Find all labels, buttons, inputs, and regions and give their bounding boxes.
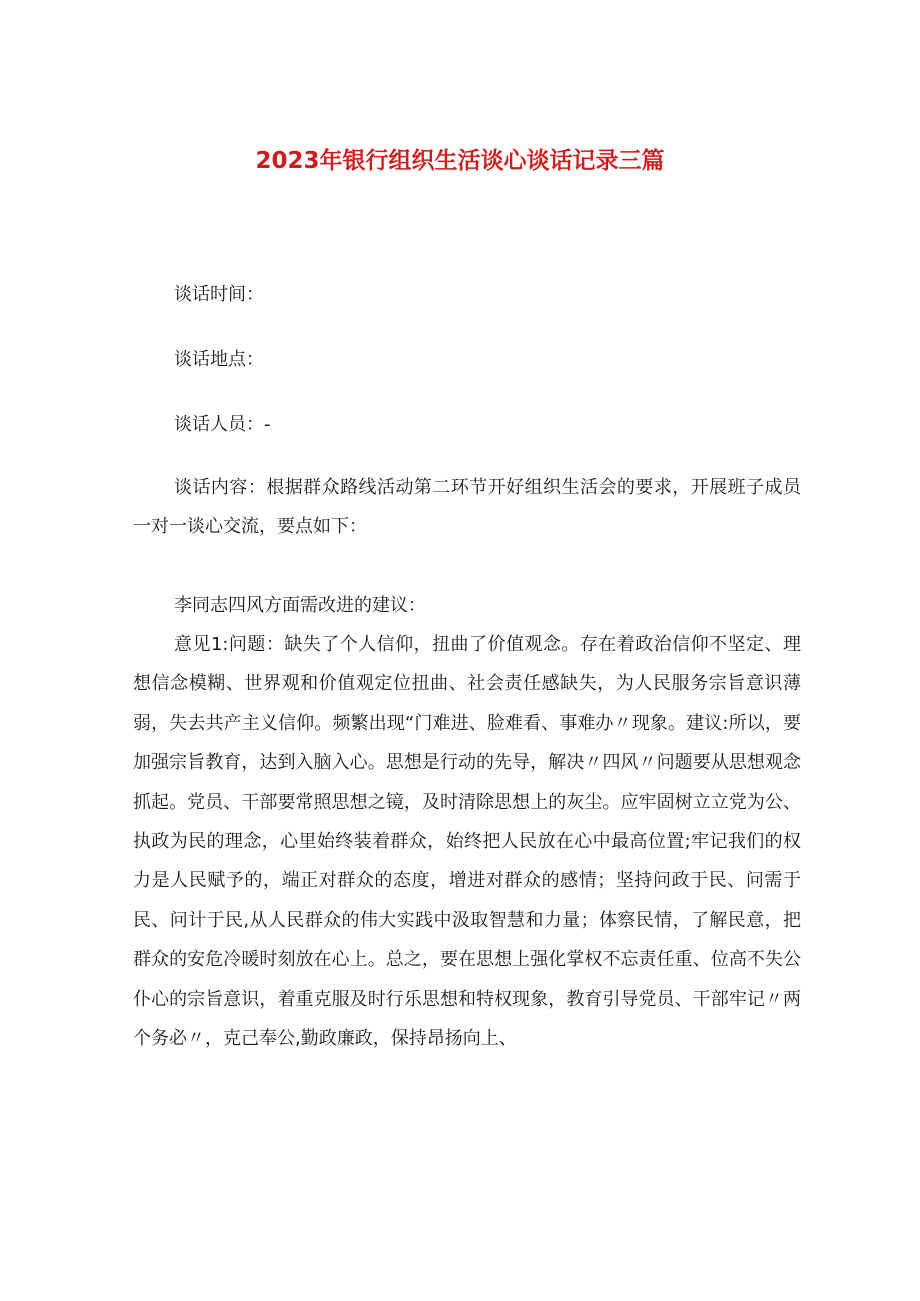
opinion-paragraph: 意见1:问题：缺失了个人信仰，扭曲了价值观念。存在着政治信仰不坚定、理想信念模糊、世界观和价值观定位扭曲、社会责任感缺失，为人民服务宗旨意识薄弱，失去共产主义信仰。频繁出现“门难进、脸难看、事难办〃现象。建议:所以，要加强宗旨教育，达到入脑入心。思想是行动的先导，解决〃四风〃问题要从思想观念抓起。党员、干部要常照思想之镜，及时清除思想上的灰尘。应牢固树立立党为公、执政为民的理念，心里始终装着群众，始终把人民放在心中最高位置;牢记我们的权力是人民赋予的，端正对群众的态度，增进对群众的感情；坚持问政于民、问需于民、问计于民,从人民群众的伟大实践中汲取智慧和力量；体察民情，了解民意，把群众的安危冷暖时刻放在心上。总之，要在思想上强化掌权不忘责任重、位高不失公仆心的宗旨意识，着重克服及时行乐思想和特权现象，教育引导党员、干部牢记〃两个务必〃，克己奉公,勤政廉政，保持昂扬向上、 — [133, 634, 801, 1050]
suggestion-subheading: 李同志四风方面需改进的建议： — [174, 595, 426, 616]
document-title: 2023年银行组织生活谈心谈话记录三篇 — [255, 148, 665, 174]
talk-content-paragraph: 谈话内容：根据群众路线活动第二环节开好组织生活会的要求，开展班子成员一对一谈心交流，要点如下： — [133, 477, 801, 538]
talk-place-field: 谈话地点： — [174, 349, 264, 370]
talk-time-field: 谈话时间： — [174, 284, 264, 305]
talk-people-field: 谈话人员：- — [174, 414, 271, 435]
